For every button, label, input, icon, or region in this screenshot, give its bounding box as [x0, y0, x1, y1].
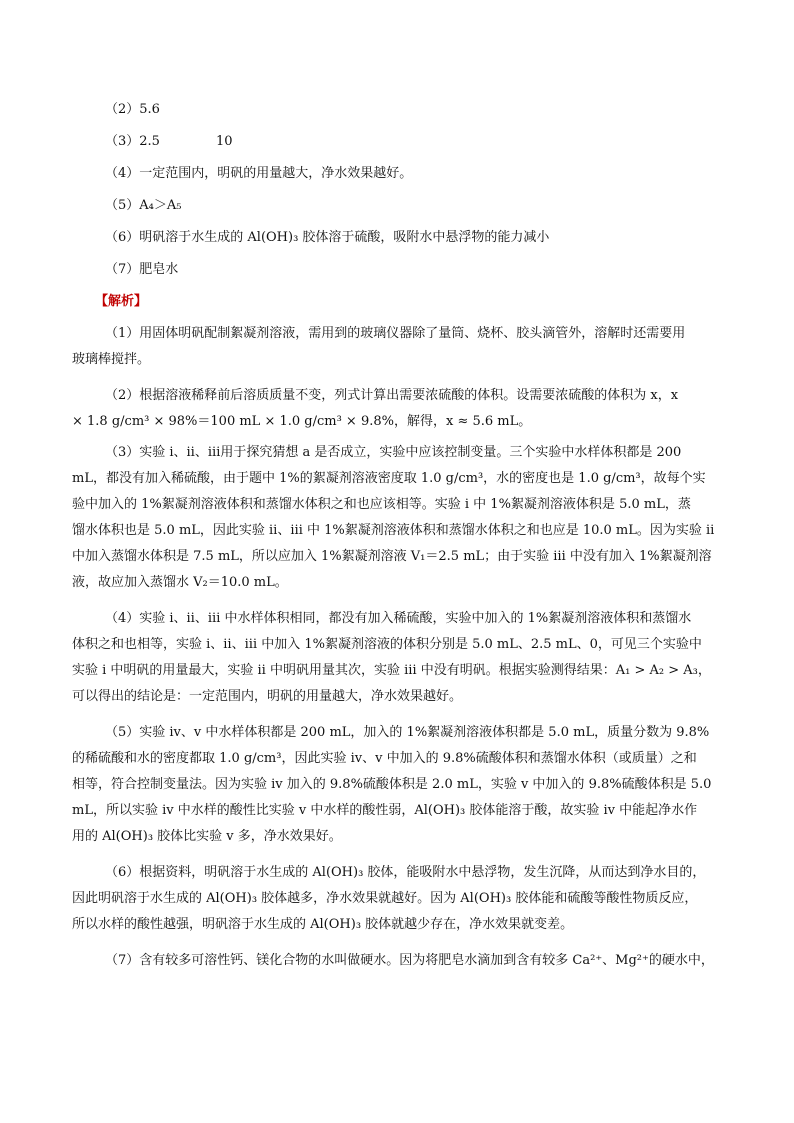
- analysis-text: （2）根据溶液稀释前后溶质质量不变，列式计算出需要浓硫酸的体积。设需要浓硫酸的体积为 x，x: [105, 388, 679, 403]
- analysis-text: （4）实验 ⅰ、ⅱ、ⅲ 中水样体积相同，都没有加入稀硫酸，实验中加入的 1%絮凝剂溶液体积和蒸馏水: [105, 611, 692, 626]
- analysis-line: [0, 912, 794, 938]
- analysis-line: [0, 824, 794, 850]
- analysis-text: 相等，符合控制变量法。因为实验 ⅳ 加入的 9.8%硫酸体积是 2.0 mL，实验 ⅴ 中加入的 9.8%硫酸体积是 5.0: [72, 777, 712, 792]
- analysis-line: [0, 948, 794, 974]
- answer-line-5: [0, 193, 794, 219]
- answer-text: （4）一定范围内，明矾的用量越大，净水效果越好。: [105, 166, 413, 181]
- answer-text: （6）明矾溶于水生成的 Al(OH)₃ 胶体溶于硫酸，吸附水中悬浮物的能力减小: [105, 230, 550, 245]
- analysis-line: [0, 409, 794, 435]
- analysis-line: [0, 632, 794, 658]
- analysis-line: [0, 798, 794, 824]
- answer-text: （3）2.5: [105, 134, 160, 149]
- answer-text-second-blank: 10: [216, 134, 233, 149]
- analysis-line: [0, 886, 794, 912]
- analysis-text: 用的 Al(OH)₃ 胶体比实验 ⅴ 多，净水效果好。: [72, 829, 342, 844]
- answer-text: （7）肥皂水: [105, 262, 179, 277]
- analysis-text: （3）实验 ⅰ、ⅱ、ⅲ用于探究猜想 a 是否成立，实验中应该控制变量。三个实验中水样体积都是 200: [105, 445, 682, 460]
- analysis-text: （5）实验 ⅳ、ⅴ 中水样体积都是 200 mL，加入的 1%絮凝剂溶液体积都是 5.0 mL，质量分数为 9.8%: [105, 725, 710, 740]
- answer-line-6: [0, 225, 794, 251]
- analysis-text: × 1.8 g/cm³ × 98%＝100 mL × 1.0 g/cm³ × 9.8%，解得，x ≈ 5.6 mL。: [72, 414, 532, 429]
- analysis-text: 体积之和也相等，实验 ⅰ、ⅱ、ⅲ 中加入 1%絮凝剂溶液的体积分别是 5.0 mL、2.5 mL、0，可见三个实验中: [72, 637, 702, 652]
- analysis-text: （7）含有较多可溶性钙、镁化合物的水叫做硬水。因为将肥皂水滴加到含有较多 Ca²⁺、Mg²⁺的硬水中，: [105, 953, 714, 968]
- analysis-text: （1）用固体明矾配制絮凝剂溶液，需用到的玻璃仪器除了量筒、烧杯、胶头滴管外，溶解时还需要用: [105, 326, 686, 341]
- analysis-line: [0, 347, 794, 373]
- analysis-line: [0, 383, 794, 409]
- analysis-text: 液，故应加入蒸馏水 V₂＝10.0 mL。: [72, 575, 288, 590]
- answer-line-4: [0, 161, 794, 187]
- analysis-text: mL，都没有加入稀硫酸，由于题中 1%的絮凝剂溶液密度取 1.0 g/cm³，水的密度也是 1.0 g/cm³，故每个实: [72, 471, 706, 486]
- analysis-line: [0, 684, 794, 710]
- analysis-line: [0, 860, 794, 886]
- analysis-line: [0, 492, 794, 518]
- analysis-line: [0, 746, 794, 772]
- analysis-text: mL，所以实验 ⅳ 中水样的酸性比实验 ⅴ 中水样的酸性弱，Al(OH)₃ 胶体能溶于酸，故实验 ⅳ 中能起净水作: [72, 803, 698, 818]
- analysis-text: 所以水样的酸性越强，明矾溶于水生成的 Al(OH)₃ 胶体就越少存在，净水效果就变差。: [72, 917, 574, 932]
- analysis-text: （6）根据资料，明矾溶于水生成的 Al(OH)₃ 胶体，能吸附水中悬浮物，发生沉降，从而达到净水目的，: [105, 865, 706, 880]
- answer-line-2: [0, 97, 794, 123]
- analysis-line: [0, 518, 794, 544]
- analysis-line: [0, 658, 794, 684]
- analysis-text: 验中加入的 1%絮凝剂溶液体积和蒸馏水体积之和也应该相等。实验 ⅰ 中 1%絮凝剂溶液体积是 5.0 mL，蒸: [72, 497, 691, 512]
- analysis-line: [0, 606, 794, 632]
- analysis-line: [0, 466, 794, 492]
- analysis-text: 玻璃棒搅拌。: [72, 352, 151, 367]
- analysis-line: [0, 570, 794, 596]
- analysis-text: 的稀硫酸和水的密度都取 1.0 g/cm³，因此实验 ⅳ、ⅴ 中加入的 9.8%硫酸体积和蒸馏水体积（或质量）之和: [72, 751, 697, 766]
- analysis-line: [0, 440, 794, 466]
- analysis-line: [0, 720, 794, 746]
- analysis-heading: 【解析】: [95, 294, 148, 309]
- analysis-text: 馏水体积也是 5.0 mL，因此实验 ⅱ、ⅲ 中 1%絮凝剂溶液体积和蒸馏水体积之和也应是 10.0 mL。因为实验 ⅱ: [72, 523, 715, 538]
- answer-text: （5）A₄＞A₅: [105, 198, 182, 213]
- analysis-line: [0, 321, 794, 347]
- answer-line-3: [0, 129, 794, 155]
- answer-line-7: [0, 257, 794, 283]
- analysis-text: 可以得出的结论是：一定范围内，明矾的用量越大，净水效果越好。: [72, 689, 463, 704]
- answer-text: （2）5.6: [105, 102, 160, 117]
- analysis-line: [0, 544, 794, 570]
- analysis-text: 中加入蒸馏水体积是 7.5 mL，所以应加入 1%絮凝剂溶液 V₁＝2.5 mL；由于实验 ⅲ 中没有加入 1%絮凝剂溶: [72, 549, 712, 564]
- analysis-heading-line: [0, 289, 794, 315]
- analysis-line: [0, 772, 794, 798]
- analysis-text: 实验 ⅰ 中明矾的用量最大，实验 ⅱ 中明矾用量其次，实验 ⅲ 中没有明矾。根据实验测得结果：A₁ > A₂ > A₃，: [72, 663, 711, 678]
- analysis-text: 因此明矾溶于水生成的 Al(OH)₃ 胶体越多，净水效果就越好。因为 Al(OH)₃ 胶体能和硫酸等酸性物质反应，: [72, 891, 698, 906]
